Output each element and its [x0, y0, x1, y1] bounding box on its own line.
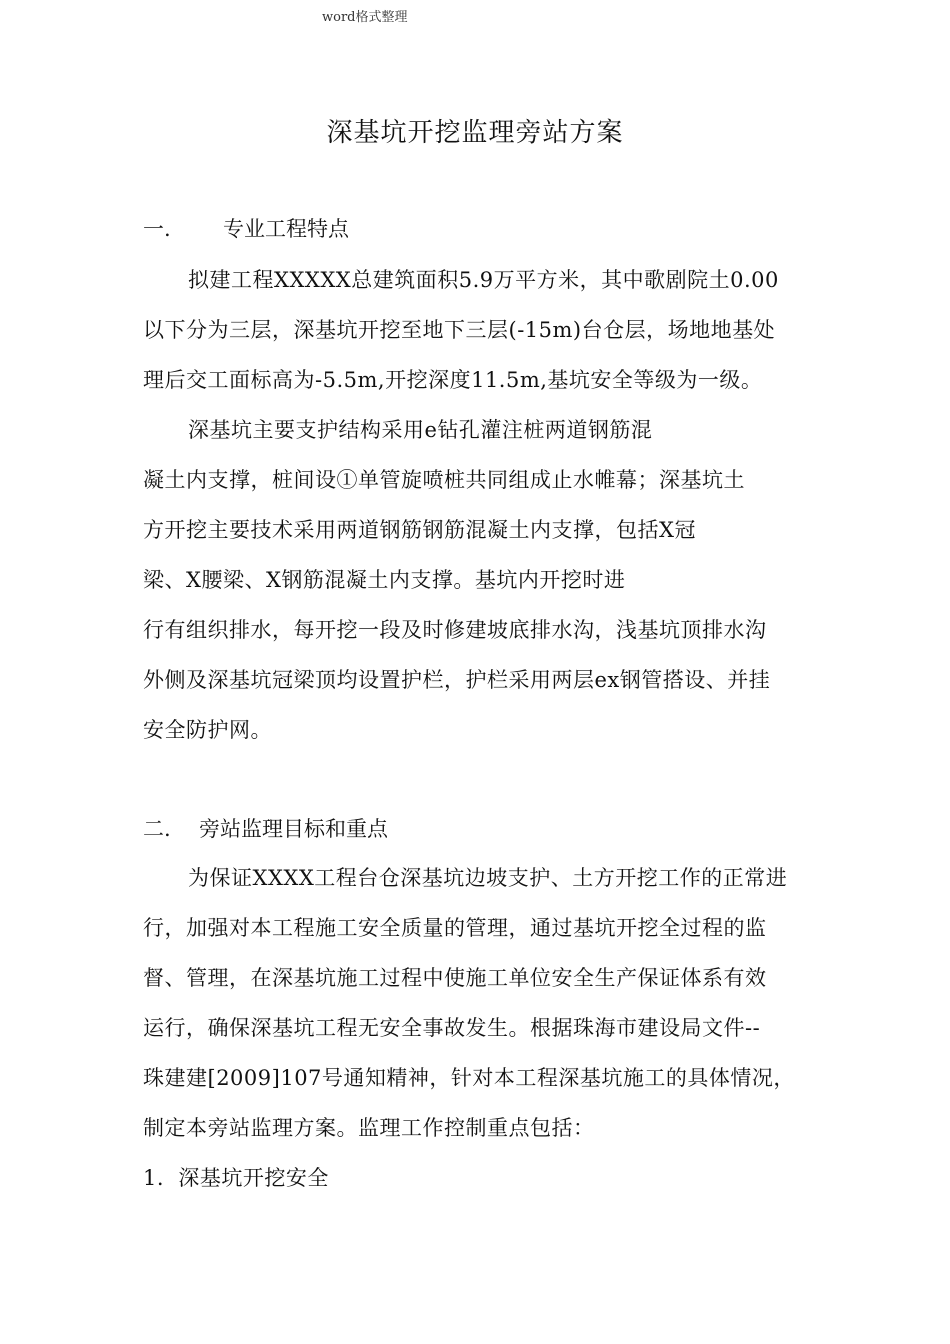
section-1-title: 专业工程特点 — [223, 217, 349, 241]
paragraph-line: 督、管理，在深基坑施工过程中使施工单位安全生产保证体系有效 — [143, 966, 767, 990]
paragraph-line: 安全防护网。 — [143, 718, 272, 742]
header-note: word格式整理 — [322, 10, 408, 25]
paragraph-line: 外侧及深基坑冠梁顶均设置护栏，护栏采用两层ex钢管搭设、并挂 — [143, 668, 771, 692]
paragraph-line: 理后交工面标高为-5.5m,开挖深度11.5m,基坑安全等级为一级。 — [143, 368, 763, 392]
paragraph-line: 为保证XXXX工程台仓深基坑边坡支护、土方开挖工作的正常进 — [188, 866, 788, 890]
paragraph-line: 凝土内支撑，桩间设①单管旋喷桩共同组成止水帷幕；深基坑土 — [143, 468, 745, 492]
section-2-heading — [143, 813, 388, 843]
section-2-number: 二. — [143, 817, 171, 841]
list-item: 1. 深基坑开挖安全 — [143, 1166, 329, 1190]
section-1-heading — [143, 213, 349, 243]
paragraph-line: 梁、X腰梁、X钢筋混凝土内支撑。基坑内开挖时进 — [143, 568, 626, 592]
paragraph-line: 制定本旁站监理方案。监理工作控制重点包括： — [143, 1116, 595, 1140]
paragraph-line: 行有组织排水，每开挖一段及时修建坡底排水沟，浅基坑顶排水沟 — [143, 618, 767, 642]
paragraph-line: 珠建建[2009]107号通知精神，针对本工程深基坑施工的具体情况， — [143, 1066, 795, 1090]
paragraph-line: 以下分为三层，深基坑开挖至地下三层(-15m)台仓层，场地地基处 — [143, 318, 776, 342]
document-title: 深基坑开挖监理旁站方案 — [326, 118, 624, 148]
paragraph-line: 拟建工程XXXXX总建筑面积5.9万平方米，其中歌剧院土0.00 — [188, 268, 779, 292]
section-2-title: 旁站监理目标和重点 — [199, 817, 388, 841]
paragraph-line: 行，加强对本工程施工安全质量的管理，通过基坑开挖全过程的监 — [143, 916, 767, 940]
paragraph-line: 方开挖主要技术采用两道钢筋钢筋混凝土内支撑，包括X冠 — [143, 518, 696, 542]
paragraph-line: 运行，确保深基坑工程无安全事故发生。根据珠海市建设局文件-- — [143, 1016, 761, 1040]
paragraph-line: 深基坑主要支护结构采用e钻孔灌注桩两道钢筋混 — [188, 418, 653, 442]
section-1-number: 一. — [143, 217, 171, 241]
